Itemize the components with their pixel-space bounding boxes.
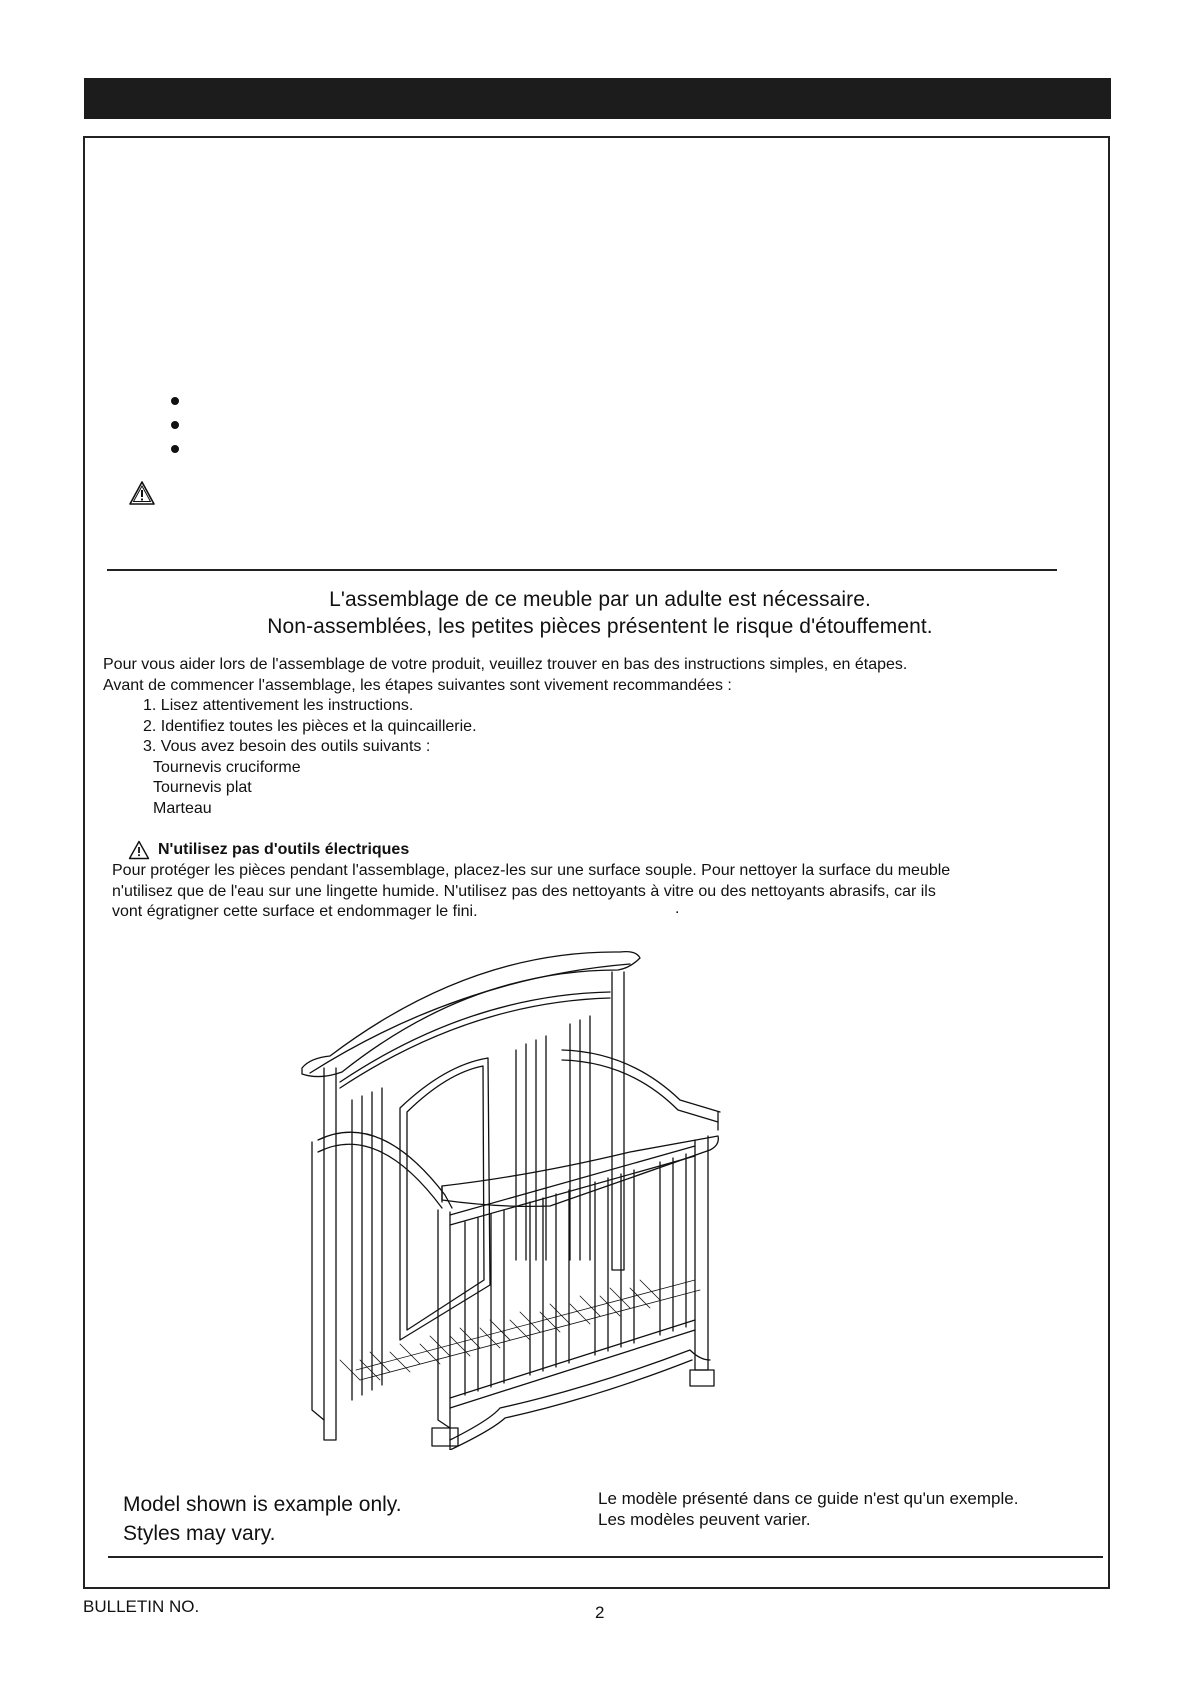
divider-bottom [108,1556,1103,1558]
instructions [103,655,907,819]
caution-body [112,861,1102,923]
page-number: 2 [595,1603,605,1622]
bulletin-label: BULLETIN NO. [83,1597,200,1616]
caution-heading-text: N'utilisez pas d'outils électriques [158,841,410,858]
step-item: 3. Vous avez besoin des outils suivants : [143,738,431,755]
model-note-line: Model shown is example only. [123,1493,402,1516]
model-note-line: Le modèle présenté dans ce guide n'est qu'un exemple. [598,1489,1019,1508]
caution-line: n'utilisez que de l'eau sur une lingette humide. N'utilisez pas des nettoyants à vitre ou des nettoyants abrasifs, car ils [112,882,936,900]
caution-line: Pour protéger les pièces pendant l'assemblage, placez-les sur une surface souple. Pour nettoyer la surface du meuble [112,862,951,879]
divider-top [107,569,1057,571]
bullet-3 [171,445,179,453]
model-note-line: Styles may vary. [123,1522,276,1545]
model-note-en [123,1490,402,1548]
caution-line: vont égratigner cette surface et endommager le fini. [112,903,478,920]
tool-item: Tournevis cruciforme [153,758,301,776]
caution-heading [128,840,409,860]
warning-subtitle: Non-assemblées, les petites pièces présentent le risque d'étouffement. [267,615,933,638]
warning-title: L'assemblage de ce meuble par un adulte est nécessaire. [329,588,871,611]
tool-item: Marteau [153,799,212,817]
crib-illustration [300,940,800,1450]
stray-mark: . [675,900,680,917]
bullet-2 [171,421,179,429]
model-note-fr [598,1488,1018,1530]
warning-triangle-icon [128,840,150,860]
warning-triangle-icon [128,480,156,506]
tool-item: Tournevis plat [153,779,252,796]
step-item: 1. Lisez attentivement les instructions. [143,697,414,714]
intro-line: Pour vous aider lors de l'assemblage de votre produit, veuillez trouver en bas des instructions simples, en étapes. [103,656,908,673]
model-note-line: Les modèles peuvent varier. [598,1510,811,1529]
step-item: 2. Identifiez toutes les pièces et la quincaillerie. [143,717,477,735]
header-bar [84,78,1111,119]
bullet-1 [171,397,179,405]
intro-line: Avant de commencer l'assemblage, les étapes suivantes sont vivement recommandées : [103,676,732,694]
